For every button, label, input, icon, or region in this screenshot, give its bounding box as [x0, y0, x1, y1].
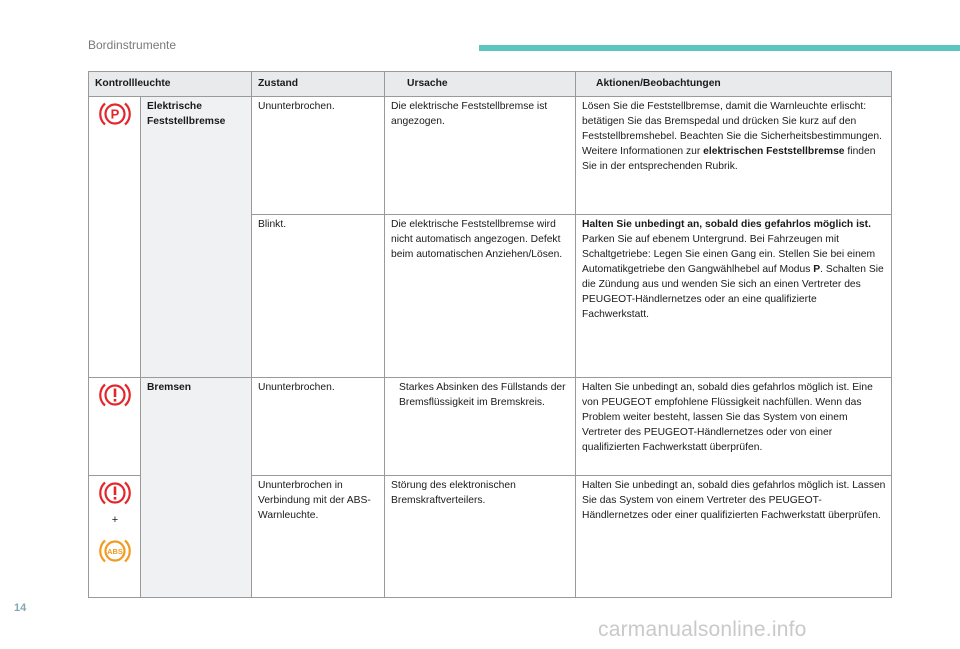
aktion-cell: [576, 215, 892, 378]
aktion-cell: [576, 97, 892, 215]
aktion-cell: Halten Sie unbedingt an, sobald dies gefahrlos möglich ist. Lassen Sie das System von einem Vertreter des PEUGEOT-Händlernetzes oder einer qualifizierten Fachwerkstatt überprüfen.: [576, 476, 892, 598]
parking-brake-icon: [95, 100, 135, 128]
warning-light-cell: [89, 97, 141, 378]
page-number: 14: [14, 602, 27, 614]
table-header-row: [89, 72, 892, 97]
ursache-cell: Die elektrische Feststellbremse wird nicht automatisch angezogen. Defekt beim automatischen Anziehen/Lösen.: [385, 215, 576, 378]
zustand-cell: Blinkt.: [252, 215, 385, 378]
aktion-cell: Halten Sie unbedingt an, sobald dies gefahrlos möglich ist. Eine von PEUGEOT empfohlene Flüssigkeit nachfüllen. Wenn das Problem weiter besteht, lassen Sie das System von einem Vertreter des PEUGEOT-Händlernetzes oder von einer qualifizierten Fachwerkstatt überprüfen.: [576, 378, 892, 476]
brake-warning-icon: [95, 479, 135, 507]
warning-light-cell: [89, 476, 141, 598]
section-accent-bar: [479, 45, 960, 51]
zustand-cell: Ununterbrochen.: [252, 97, 385, 215]
abs-label: ABS: [107, 546, 123, 556]
column-header-zustand: Zustand: [252, 72, 385, 97]
aktion-emphasis: P: [813, 263, 821, 275]
zustand-cell: Ununterbrochen in Verbindung mit der ABS-Warnleuchte.: [252, 476, 385, 598]
column-header-aktionen: Aktionen/Beobachtungen: [576, 72, 892, 97]
section-title: Bordinstrumente: [88, 38, 177, 52]
watermark: carmanualsonline.info: [598, 618, 807, 641]
svg-text:P: P: [110, 106, 120, 122]
column-header-kontrollleuchte: Kontrollleuchte: [89, 72, 252, 97]
aktion-text: Lösen Sie die Feststellbremse, damit die Warnleuchte erlischt: betätigen Sie das Bremspedal und drücken Sie kurz auf den Feststellbremshebel. Beachten Sie die Sicherheitsbestimmungen. Weitere Informationen zur: [582, 101, 882, 157]
aktion-text: finden Sie in der entsprechenden Rubrik.: [582, 145, 876, 172]
aktion-emphasis: Halten Sie unbedingt an, sobald dies gefahrlos möglich ist.: [582, 219, 871, 230]
aktion-text: . Schalten Sie die Zündung aus und wenden Sie sich an einen Vertreter des PEUGEOT-Händlernetzes oder an eine qualifizierte Fachwerkstatt.: [582, 263, 884, 320]
ursache-cell: Starkes Absinken des Füllstands der Bremsflüssigkeit im Bremskreis.: [385, 378, 576, 476]
ursache-cell: Störung des elektronischen Bremskraftverteilers.: [385, 476, 576, 598]
plus-sign: +: [111, 514, 119, 526]
zustand-cell: Ununterbrochen.: [252, 378, 385, 476]
table-row: [89, 378, 892, 476]
brake-warning-icon: [95, 381, 135, 409]
abs-warning-icon: [95, 537, 135, 565]
warning-light-name: Elektrische Feststellbremse: [141, 97, 252, 378]
aktion-emphasis: elektrischen Feststellbremse: [703, 145, 845, 157]
table-row: [89, 97, 892, 215]
warning-light-cell: [89, 378, 141, 476]
ursache-cell: Die elektrische Feststellbremse ist angezogen.: [385, 97, 576, 215]
aktion-text: Parken Sie auf ebenem Untergrund. Bei Fahrzeugen mit Schaltgetriebe: Legen Sie einen Gang ein. Stellen Sie bei einem Automatikgetriebe den Gangwählhebel auf Modus: [582, 233, 876, 275]
column-header-ursache: Ursache: [385, 72, 576, 97]
warning-light-name: Bremsen: [141, 378, 252, 598]
warning-lights-table: [88, 71, 892, 598]
